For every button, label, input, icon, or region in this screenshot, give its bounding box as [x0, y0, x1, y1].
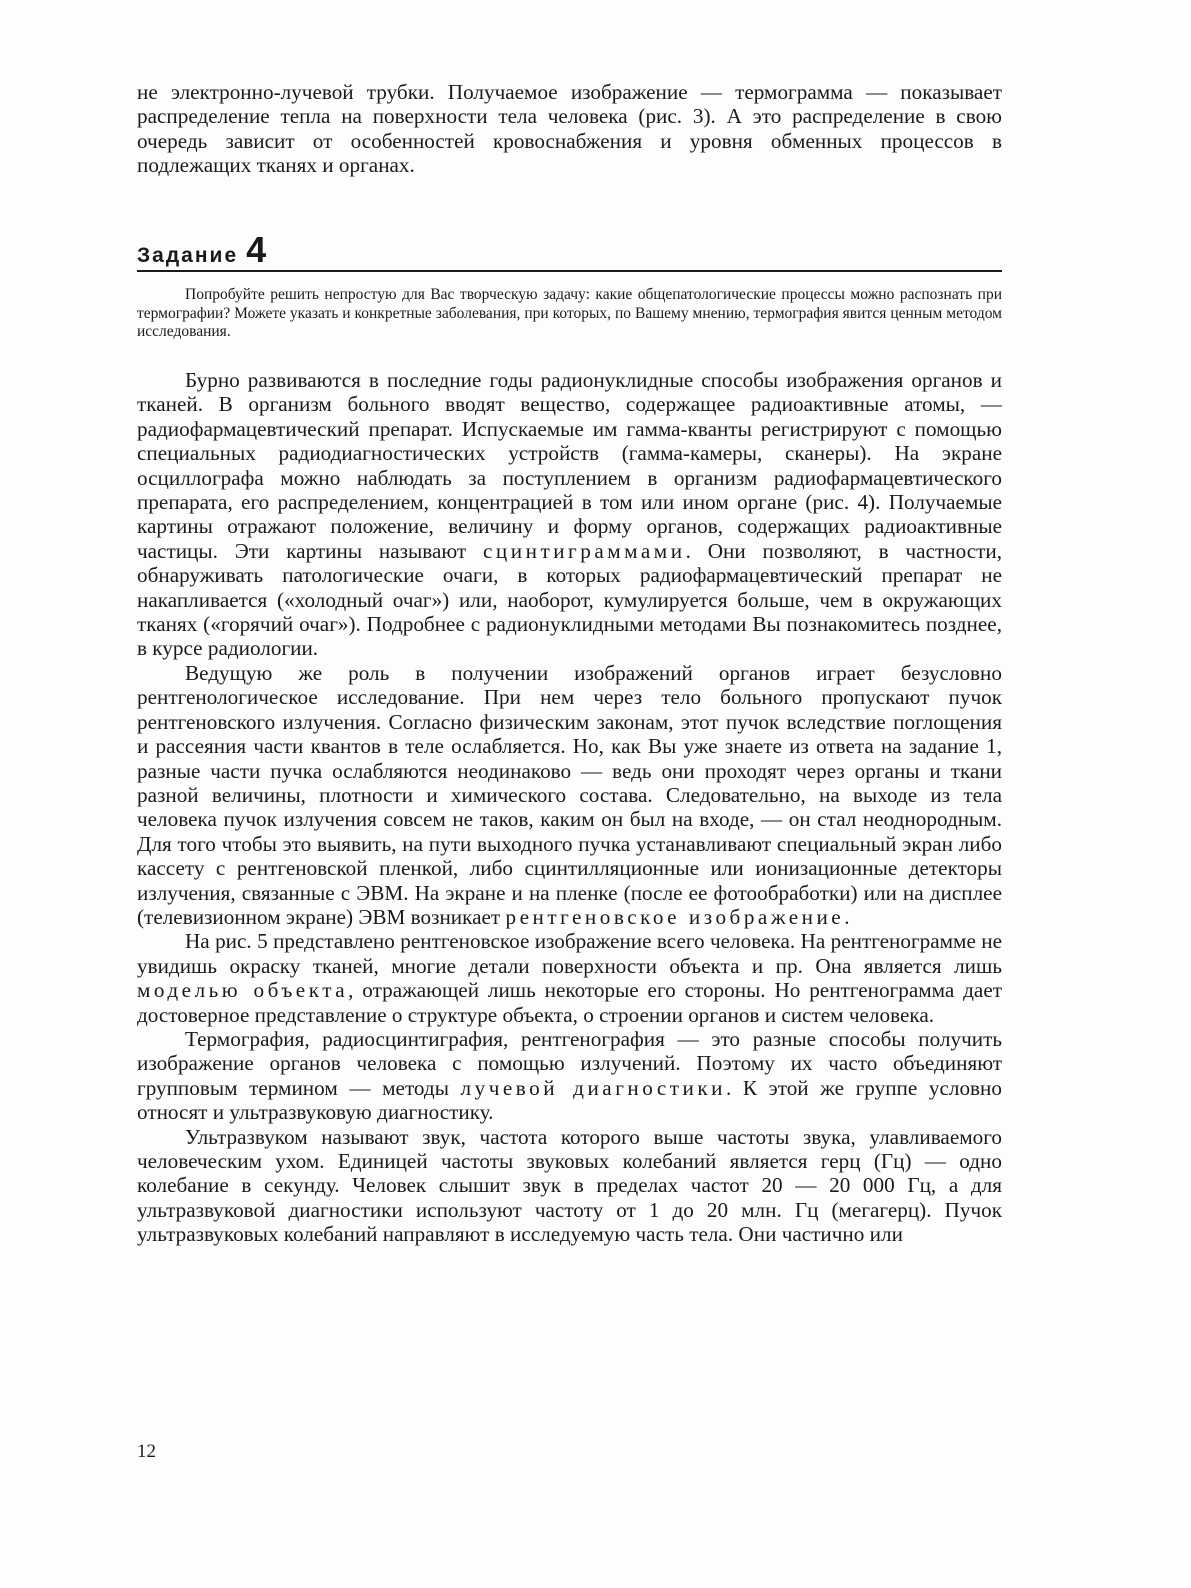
page-number: 12 [137, 1441, 156, 1462]
body-text [137, 368, 1002, 1247]
paragraph-radiation-diagnostics [137, 1027, 1002, 1125]
paragraph-radionuclide [137, 368, 1002, 661]
paragraph-text: . К этой же группе условно относят и ультразвуковую диагностику. [137, 1075, 1002, 1125]
task-number: 4 [246, 229, 267, 270]
paragraph-ultrasound [137, 1125, 1002, 1247]
intro-text: не электронно-лучевой трубки. Получаемое изображение — термограмма — показывает распределение тепла на поверхности тела человека (рис. 3). А это распределение в свою очередь зависит от особенностей кровоснабжения и уровня обменных процессов в подлежащих тканях и органах. [137, 80, 1002, 178]
paragraph-text: Ультразвуком называют звук, частота которого выше частоты звука, улавливаемого человеческим ухом. Единицей частоты звуковых колебаний является герц (Гц) — одно колебание в секунду. Человек слышит звук в пределах частот 20 — 20 000 Гц, а для ультразвуковой диагностики используют частоту от 1 до 20 млн. Гц (мегагерц). Пучок ультразвуковых колебаний направляют в исследуемую часть тела. Они частично или [137, 1124, 1002, 1247]
paragraph-text: Термография, радиосцинтиграфия, рентгенография — это разные способы получить изображение органов человека с помощью излучений. Поэтому их часто объединяют групповым термином — методы [137, 1026, 1002, 1100]
term-object-model: моделью объекта [137, 978, 349, 1003]
paragraph-text: , отражающей лишь некоторые его стороны. Но рентгенограмма дает достоверное представление о структуре объекта, о строении органов и систем человека. [137, 978, 1003, 1027]
term-xray-image: рентгеновское изображение [505, 904, 845, 929]
intro-paragraph [137, 80, 1002, 178]
paragraph-xray [137, 661, 1002, 929]
task-heading [137, 229, 1002, 269]
paragraph-text: Бурно развиваются в последние годы радионуклидные способы изображения органов и тканей. В организм больного вводят вещество, содержащее радиоактивные атомы, — радиофармацевтический препарат. Испускаемые им гамма-кванты регистрируют с помощью специальных радиодиагностических устройств (гамма-камеры, сканеры). На экране осциллографа можно наблюдать за поступлением в организм радиофармацевтического препарата, его распределением, концентрацией в том или ином органе (рис. 4). Получаемые картины отражают положение, величину и форму органов, содержащих радиоактивные частицы. Эти картины называют [137, 368, 1002, 563]
paragraph-text: На рис. 5 представлено рентгеновское изображение всего человека. На рентгенограмме не увидишь окраску тканей, многие детали поверхности объекта и пр. Она является лишь [137, 929, 1002, 978]
term-scintigrams: сцинтиграммами [483, 538, 686, 563]
paragraph-text: . [844, 904, 850, 929]
paragraph-text: . Они позволяют, в частности, обнаруживать патологические очаги, в которых радиофармацевтический препарат не накапливается («холодный очаг») или, наоборот, кумулируется больше, чем в окружающих тканях («горячий очаг»). Подробнее с радионуклидными методами Вы познакомитесь позднее, в курсе радиологии. [137, 538, 1002, 661]
task-note: Попробуйте решить непростую для Вас творческую задачу: какие общепатологические процессы можно распознать при термографии? Можете указать и конкретные заболевания, при которых, по Вашему мнению, термография явится ценным методом исследования. [137, 286, 1002, 341]
task-label: Задание [137, 244, 239, 267]
term-radiation-diagnostics: лучевой диагностики [460, 1075, 726, 1100]
paragraph-figure-5 [137, 929, 1002, 1027]
heading-divider [137, 270, 1002, 272]
paragraph-text: Ведущую же роль в получении изображений органов играет безусловно рентгенологическое исследование. При нем через тело больного пропускают пучок рентгеновского излучения. Согласно физическим законам, этот пучок вследствие поглощения и рассеяния части квантов в теле ослабляется. Но, как Вы уже знаете из ответа на задание 1, разные части пучка ослабляются неодинаково — ведь они проходят через органы и ткани разной величины, плотности и химического состава. Следовательно, на выходе из тела человека пучок излучения совсем не таков, каким он был на входе, — он стал неоднородным. Для того чтобы это выявить, на пути выходного пучка устанавливают специальный экран либо кассету с рентгеновской пленкой, либо сцинтилляционные или ионизационные детекторы излучения, связанные с ЭВМ. На экране и на пленке (после ее фотообработки) или на дисплее (телевизионном экране) ЭВМ возникает [137, 660, 1002, 929]
